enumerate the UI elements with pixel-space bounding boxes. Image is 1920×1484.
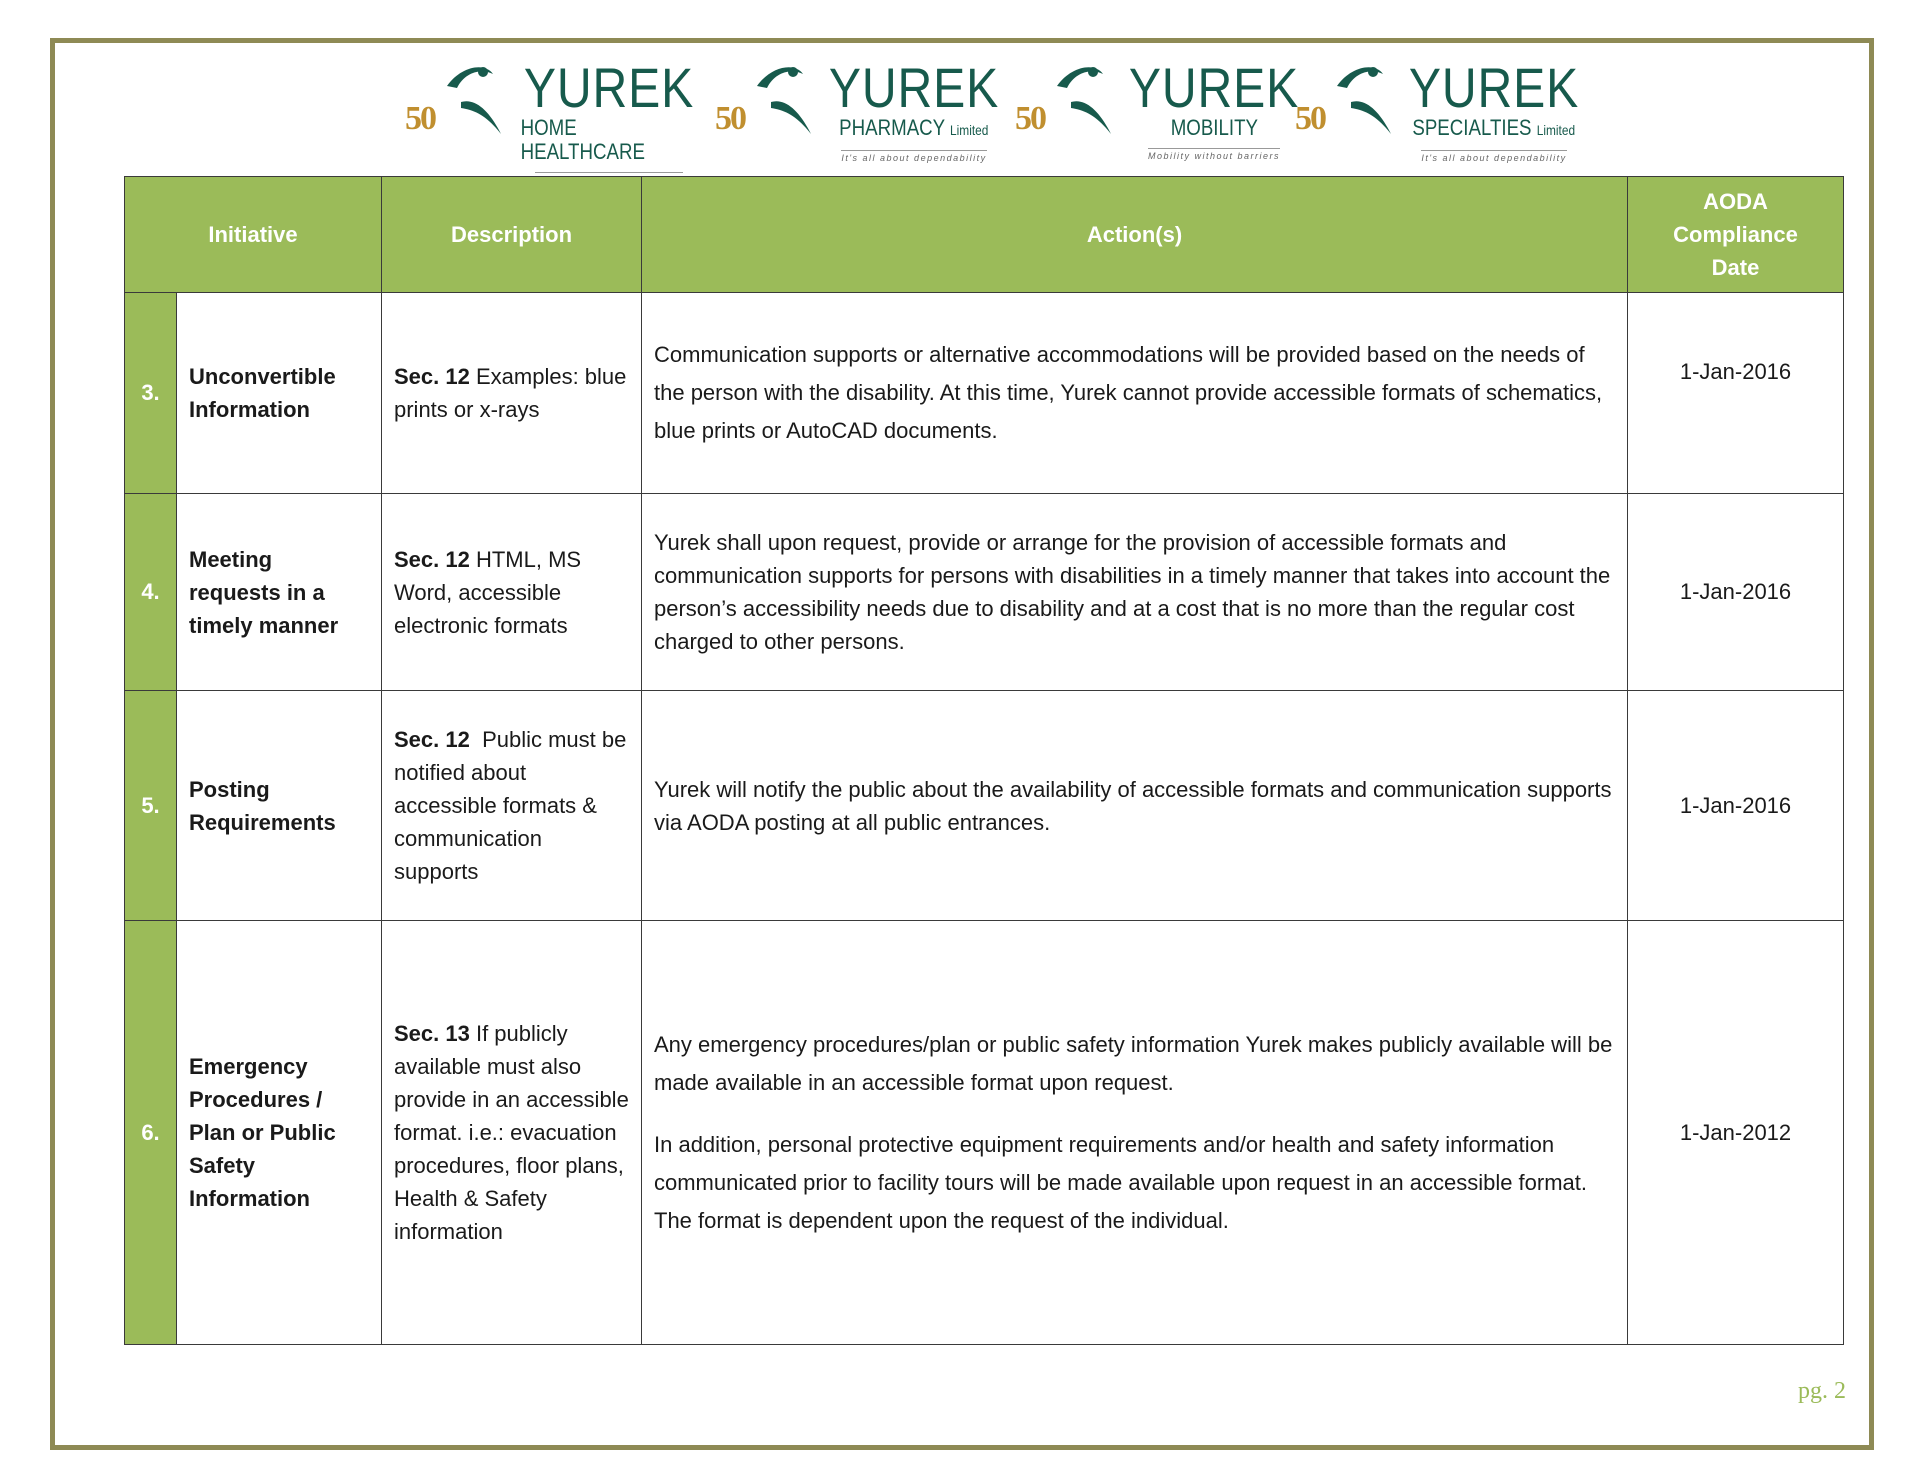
row-description: Sec. 12 HTML, MS Word, accessible electronic formats xyxy=(382,494,642,691)
section-ref: Sec. 12 xyxy=(394,546,470,572)
row-number: 6. xyxy=(125,921,177,1345)
brand-tagline: It's all about dependability xyxy=(1421,150,1566,163)
brand-subtitle: SPECIALTIES Limited xyxy=(1412,115,1576,140)
row-actions xyxy=(642,293,1628,494)
aoda-compliance-table xyxy=(124,176,1844,1345)
row-initiative: Meeting requests in a timely manner xyxy=(177,494,382,691)
row-initiative: Emergency Procedures / Plan or Public Safety Information xyxy=(177,921,382,1345)
header-actions: Action(s) xyxy=(642,177,1628,293)
row-compliance-date: 1-Jan-2016 xyxy=(1628,691,1844,921)
brand-name: YUREK xyxy=(523,56,695,119)
row-number: 3. xyxy=(125,293,177,494)
section-ref: Sec. 13 xyxy=(394,1021,470,1046)
fifty-years-emblem: 50 xyxy=(405,100,435,137)
fifty-years-emblem: 50 xyxy=(1015,100,1045,137)
row-description: Sec. 12 Public must be notified about accessible formats & communication supports xyxy=(382,691,642,921)
row-number: 5. xyxy=(125,691,177,921)
row-actions xyxy=(642,494,1628,691)
section-ref: Sec. 12 xyxy=(394,727,470,752)
brand-name: YUREK xyxy=(1128,56,1300,119)
row-number: 4. xyxy=(125,494,177,691)
action-paragraph: In addition, personal protective equipment requirements and/or health and safety information communicated prior to facility tours will be made available upon request in an accessible format. The format is dependent upon the request of the individual. xyxy=(654,1131,1588,1233)
logo-pharmacy xyxy=(713,58,1013,168)
swoosh-runner-icon xyxy=(1293,58,1403,154)
swoosh-runner-icon xyxy=(713,58,823,154)
brand-subtitle: PHARMACY Limited xyxy=(839,115,989,140)
brand-limited: Limited xyxy=(1536,122,1576,138)
row-initiative: Posting Requirements xyxy=(177,691,382,921)
fifty-years-emblem: 50 xyxy=(715,100,745,137)
row-description: Sec. 13 If publicly available must also provide in an accessible format. i.e.: evacuation procedures, floor plans, Health & Safety information xyxy=(382,921,642,1345)
table-row xyxy=(125,293,1844,494)
table-row xyxy=(125,691,1844,921)
brand-tagline: Mobility without barriers xyxy=(1148,148,1280,161)
logo-banner xyxy=(403,58,1583,168)
brand-tagline: It's all about dependability xyxy=(841,150,986,163)
brand-subtitle: MOBILITY xyxy=(1170,115,1258,140)
section-ref: Sec. 12 xyxy=(394,364,470,389)
row-actions xyxy=(642,921,1628,1345)
logo-mobility xyxy=(1013,56,1300,168)
brand-name: YUREK xyxy=(1408,56,1580,119)
row-description: Sec. 12 Examples: blue prints or x-rays xyxy=(382,293,642,494)
brand-subtitle: HOME HEALTHCARE xyxy=(520,115,645,164)
action-paragraph: Any emergency procedures/plan or public safety information Yurek makes publicly available will be made available in an accessible format upon request. xyxy=(654,1031,1613,1095)
logo-specialties xyxy=(1293,58,1583,168)
logo-home-healthcare xyxy=(403,58,713,168)
brand-name: YUREK xyxy=(828,56,1000,119)
table-row xyxy=(125,494,1844,691)
swoosh-runner-icon xyxy=(403,58,513,154)
fifty-years-emblem: 50 xyxy=(1295,100,1325,137)
table-header-row xyxy=(125,177,1844,293)
brand-limited: Limited xyxy=(950,122,989,138)
action-paragraph: Yurek shall upon request, provide or arrange for the provision of accessible formats and communication supports for persons with disabilities in a timely manner that takes into account the person’s accessibility needs due to disability and at a cost that is no more than the regular cost charged to other persons. xyxy=(654,530,1611,654)
table-row xyxy=(125,921,1844,1345)
row-compliance-date: 1-Jan-2012 xyxy=(1628,921,1844,1345)
row-compliance-date: 1-Jan-2016 xyxy=(1628,494,1844,691)
page-number: pg. 2 xyxy=(1798,1378,1846,1404)
row-actions xyxy=(642,691,1628,921)
action-paragraph: Communication supports or alternative accommodations will be provided based on the needs of the person with the disability. At this time, Yurek cannot provide accessible formats of schematics, blue prints or AutoCAD documents. xyxy=(654,342,1603,443)
header-initiative: Initiative xyxy=(125,177,382,293)
action-paragraph: Yurek will notify the public about the availability of accessible formats and communication supports via AODA posting at all public entrances. xyxy=(654,776,1612,835)
row-compliance-date: 1-Jan-2016 xyxy=(1628,293,1844,494)
swoosh-runner-icon xyxy=(1013,58,1123,154)
row-initiative: Unconvertible Information xyxy=(177,293,382,494)
header-description: Description xyxy=(382,177,642,293)
header-compliance-date: AODA Compliance Date xyxy=(1628,177,1844,293)
